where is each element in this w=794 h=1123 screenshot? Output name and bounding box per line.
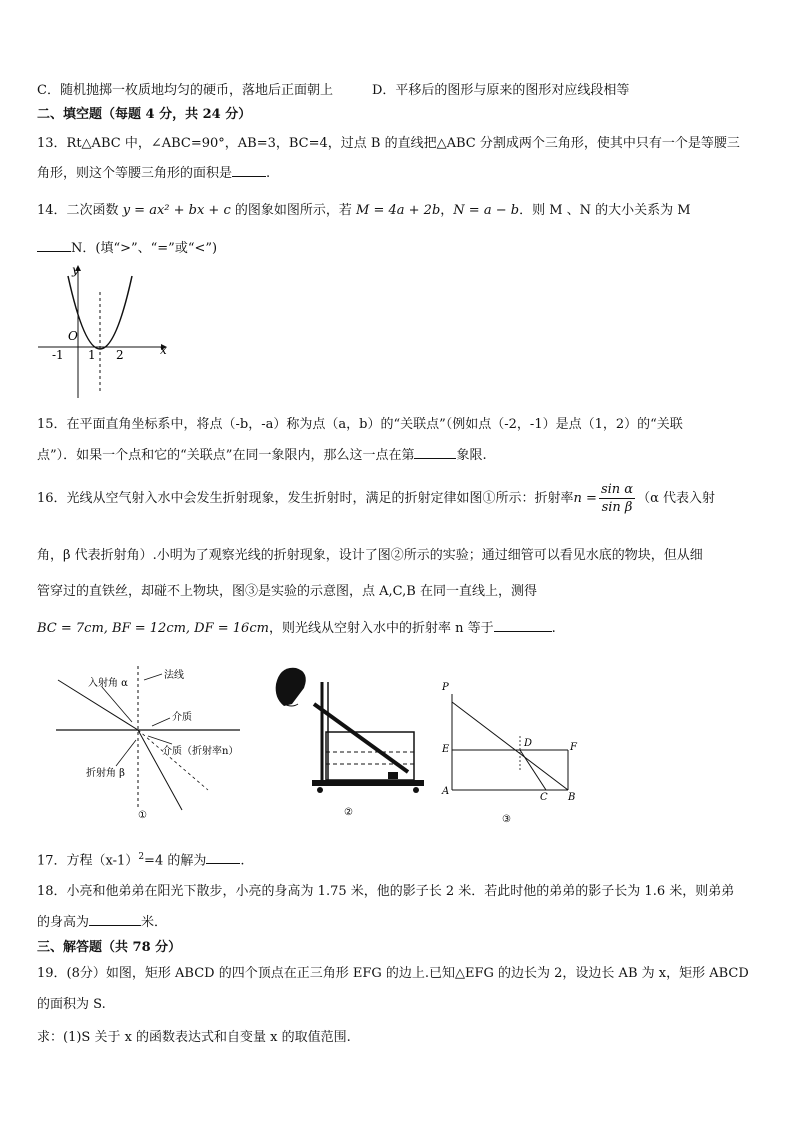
- option-d: D．平移后的图形与原来的图形对应线段相等: [372, 83, 630, 98]
- q16-line3: 管穿过的直铁丝，却碰不上物块，图③是实验的示意图，点 A,C,B 在同一直线上，测得: [37, 584, 537, 599]
- q16-line4: [37, 619, 556, 638]
- base-plate: [312, 780, 424, 786]
- q13-answer-blank[interactable]: [232, 164, 266, 177]
- refracted-ray: [138, 730, 182, 810]
- normal-label: 法线: [164, 670, 184, 681]
- q17-pre: 17．方程（x-1）: [37, 853, 139, 869]
- q15-line2: [37, 446, 487, 465]
- x-label: x: [160, 343, 167, 357]
- q15-answer-blank[interactable]: [414, 446, 456, 459]
- q18-pre: 的身高为: [37, 915, 90, 930]
- q14-n-expr: N = a − b: [453, 203, 520, 218]
- q17-answer-blank[interactable]: [206, 851, 240, 864]
- q14-line1: [37, 202, 691, 220]
- q14-line2: [37, 239, 217, 258]
- q19-line2: 的面积为 S.: [37, 997, 106, 1012]
- label-F: F: [570, 742, 577, 753]
- q16-line1: [37, 480, 715, 518]
- q13-line2: [37, 164, 270, 183]
- q14-text2: N．(填“>”、“=”或“<”): [71, 241, 218, 256]
- q16-n-eq: n =: [573, 491, 597, 506]
- medium-label: 介质: [172, 712, 192, 723]
- label-D: D: [524, 738, 533, 749]
- q15-tail: 象限.: [456, 448, 487, 463]
- q14-answer-blank[interactable]: [37, 239, 71, 252]
- q17-end: .: [240, 853, 245, 869]
- q18-line2: [37, 913, 167, 932]
- figure-3-caption: ③: [502, 814, 511, 825]
- q14-sep: ，: [440, 203, 454, 218]
- figure-2-experiment: [262, 660, 432, 822]
- normal-pointer: [144, 674, 162, 680]
- ray-PB: [452, 702, 568, 790]
- q17-exponent: 2: [138, 852, 145, 862]
- refract-angle-label: 折射角 β: [86, 768, 125, 779]
- q16-numerator: sin α: [600, 482, 634, 497]
- label-P: P: [442, 682, 449, 693]
- q19-line1: 19．(8分）如图，矩形 ABCD 的四个顶点在正三角形 EFG 的边上.已知△EFG 的边长为 2，设边长 AB 为 x，矩形 ABCD: [37, 966, 749, 981]
- q13-line1: 13．Rt△ABC 中，∠ABC=90°，AB=3，BC=4，过点 B 的直线把△ABC 分割成两个三角形，使其中只有一个是等腰三: [37, 136, 740, 151]
- q16-line2: 角，β 代表折射角）.小明为了观察光线的折射现象，设计了图②所示的实验；通过细管可以看见水底的物块，但从细: [37, 548, 703, 563]
- figure-2-caption: ②: [344, 807, 353, 818]
- q14-tail: ．则 M 、N 的大小关系为 M: [519, 203, 691, 218]
- q17-post: =4 的解为: [144, 853, 207, 869]
- q16-measure: BC = 7cm, BF = 12cm, DF = 16cm: [37, 621, 269, 636]
- figure-1-caption: ①: [138, 810, 147, 821]
- q14-pre: 14．二次函数: [37, 203, 119, 218]
- section-2-title: 二、填空题（每题 4 分，共 24 分）: [37, 107, 252, 122]
- q18-line1: 18．小亮和他弟弟在阳光下散步，小亮的身高为 1.75 米，他的影子长 2 米．若此时他的弟弟的影子长为 1.6 米，则弟弟: [37, 884, 735, 899]
- q18-post: 米．: [141, 915, 168, 930]
- medium-pointer: [152, 718, 170, 726]
- q13-end: .: [266, 166, 271, 181]
- medium2-pointer: [148, 736, 172, 744]
- base-foot-left: [317, 787, 323, 793]
- q18-answer-blank[interactable]: [89, 913, 141, 926]
- q14-m-expr: M = 4a + 2b: [356, 203, 441, 218]
- tick-1: 1: [88, 348, 96, 362]
- observer-head: [276, 668, 306, 706]
- q15-text: 点”）．如果一个点和它的“关联点”在同一象限内，那么这一点在第: [37, 448, 415, 463]
- q16-answer-blank[interactable]: [494, 619, 552, 632]
- medium2-label: 介质（折射率n）: [162, 746, 239, 757]
- water-tank: [326, 732, 414, 780]
- label-B: B: [568, 792, 576, 803]
- q14-mid: 的图象如图所示，若: [234, 203, 352, 218]
- q16-fraction: [599, 481, 635, 516]
- incident-angle-label: 入射角 α: [88, 678, 128, 689]
- q13-text: 角形，则这个等腰三角形的面积是: [37, 166, 233, 181]
- figure-3-schematic: [436, 672, 586, 828]
- q17-line: [37, 848, 244, 870]
- tick-2: 2: [116, 348, 124, 362]
- q14-parabola-graph: [38, 262, 170, 400]
- q15-line1: 15．在平面直角坐标系中，将点（-b，-a）称为点（a，b）的“关联点”（例如点（-2，-1）是点（1，2）的“关联: [37, 417, 683, 432]
- q16-pre: 16．光线从空气射入水中会发生折射现象，发生折射时，满足的折射定律如图①所示：折射率: [37, 491, 574, 506]
- origin-label: O: [68, 329, 78, 343]
- q16-post: （α 代表入射: [637, 491, 715, 506]
- y-label: y: [72, 263, 79, 277]
- label-A: A: [442, 786, 450, 797]
- extended-ray: [138, 730, 208, 790]
- q14-func: y = ax² + bx + c: [122, 203, 231, 218]
- q16-denominator: sin β: [601, 500, 633, 515]
- block-object: [388, 772, 398, 779]
- q16-text4: ，则光线从空射入水中的折射率 n 等于: [268, 621, 494, 636]
- label-C: C: [540, 792, 548, 803]
- q16-end: .: [551, 621, 556, 636]
- option-c: C．随机抛掷一枚质地均匀的硬币，落地后正面朝上: [37, 83, 333, 98]
- refract-angle-pointer: [116, 740, 136, 766]
- label-E: E: [442, 744, 450, 755]
- section-3-title: 三、解答题（共 78 分）: [37, 940, 182, 955]
- figure-1-refraction: [52, 660, 252, 825]
- tick-minus-1: -1: [52, 348, 64, 362]
- base-foot-right: [413, 787, 419, 793]
- q19-line3: 求：(1)S 关于 x 的函数表达式和自变量 x 的取值范围.: [37, 1030, 351, 1045]
